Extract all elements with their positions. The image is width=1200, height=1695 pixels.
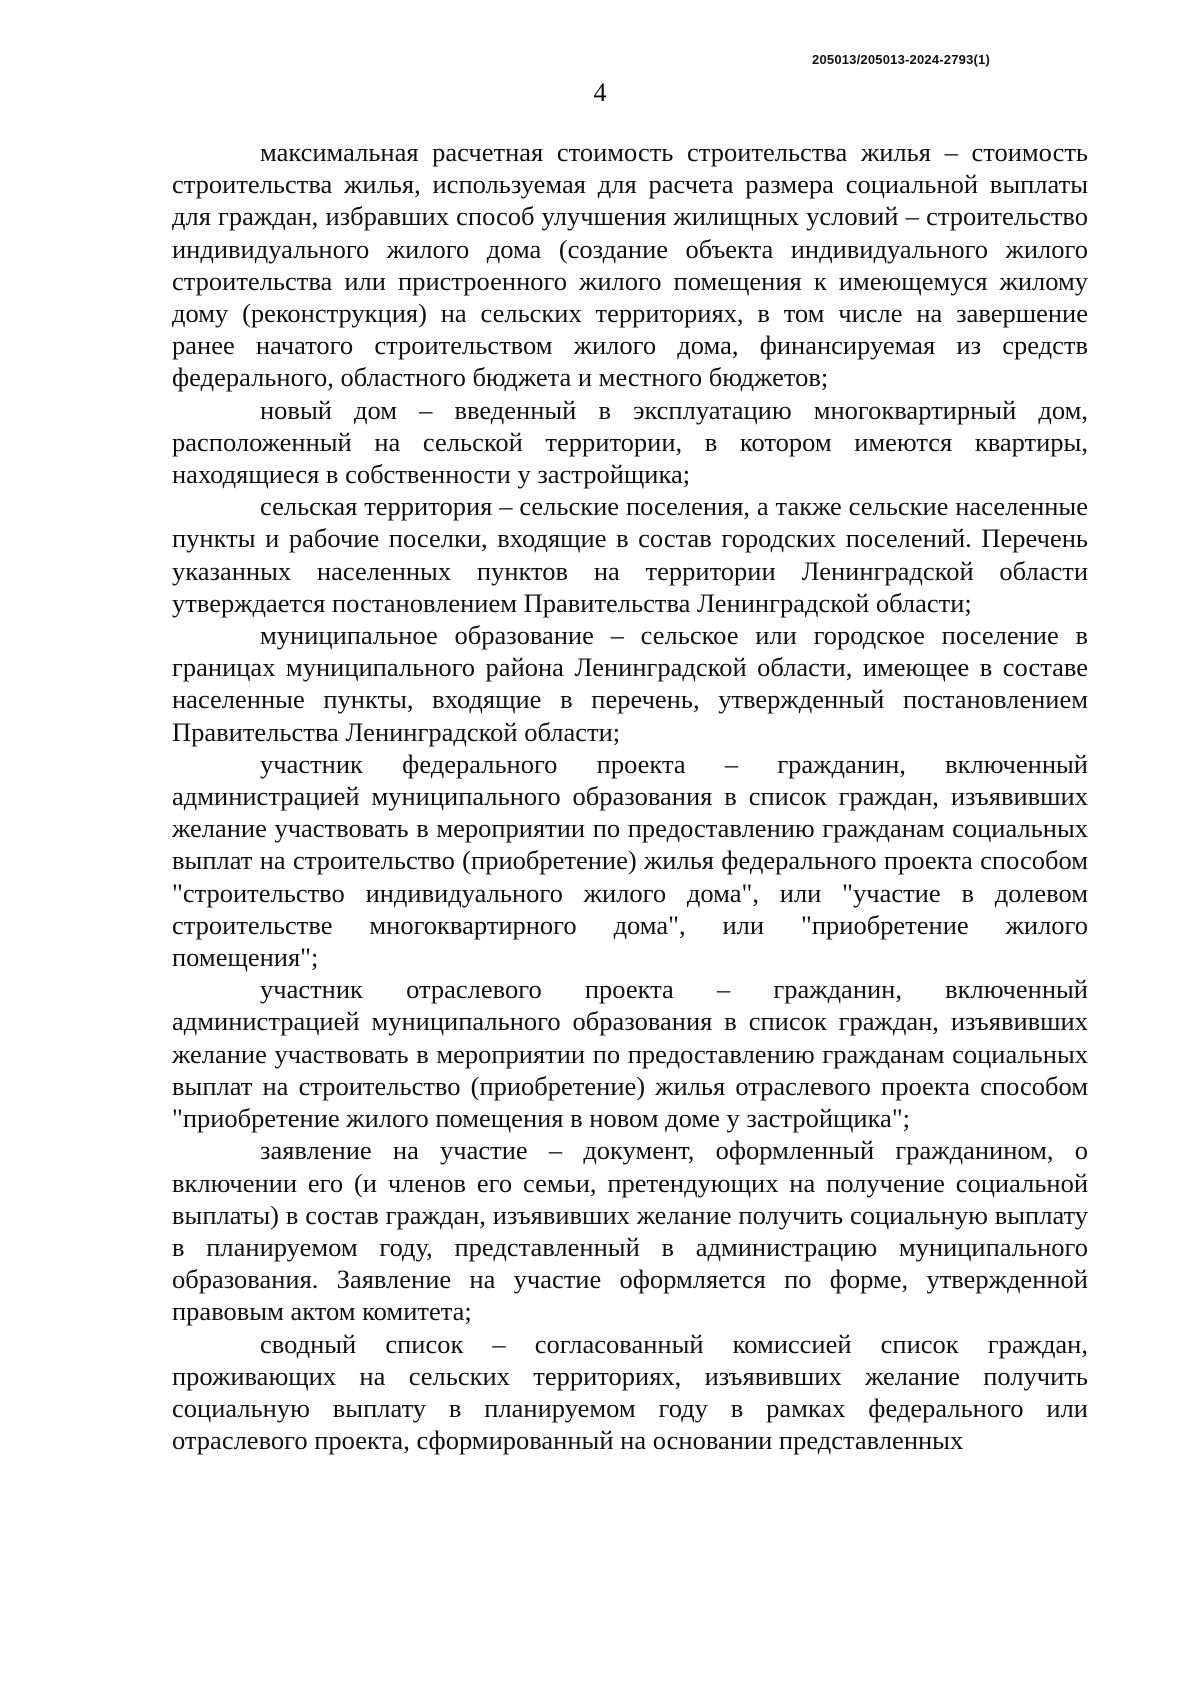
paragraph-consolidated-list: сводный список – согласованный комиссией список граждан, проживающих на сельских территориях, изъявивших желание получить социальную выплату в планируемом году в рамках федерального или отраслевого проекта, сформированный на основании представленных xyxy=(172,1328,1088,1456)
paragraph-sectoral-participant: участник отраслевого проекта – гражданин, включенный администрацией муниципального образования в список граждан, изъявивших желание участвовать в мероприятии по предоставлению гражданам социальных выплат на строительство (приобретение) жилья отраслевого проекта способом "приобретение жилого помещения в новом доме у застройщика"; xyxy=(172,974,1088,1134)
paragraph-municipality: муниципальное образование – сельское или городское поселение в границах муниципального района Ленинградской области, имеющее в составе населенные пункты, входящие в перечень, утвержденный постановлением Правительства Ленинградской области; xyxy=(172,620,1088,747)
paragraph-application: заявление на участие – документ, оформленный гражданином, о включении его (и членов его семьи, претендующих на получение социальной выплаты) в состав граждан, изъявивших желание получить социальную выплату в планируемом году, представленный в администрацию муниципального образования. Заявление на участие оформляется по форме, утвержденной правовым актом комитета; xyxy=(172,1135,1088,1327)
paragraph-max-cost: максимальная расчетная стоимость строительства жилья – стоимость строительства жилья, используемая для расчета размера социальной выплаты для граждан, избравших способ улучшения жилищных условий – строительство индивидуального жилого дома (создание объекта индивидуального жилого строительства или пристроенного жилого помещения к имеющемуся жилому дому (реконструкция) на сельских территориях, в том числе на завершение ранее начатого строительством жилого дома, финансируемая из средств федерального, областного бюджета и местного бюджетов; xyxy=(172,137,1088,393)
document-id: 205013/205013-2024-2793(1) xyxy=(812,52,990,67)
paragraph-federal-participant: участник федерального проекта – гражданин, включенный администрацией муниципального образования в список граждан, изъявивших желание участвовать в мероприятии по предоставлению гражданам социальных выплат на строительство (приобретение) жилья федерального проекта способом "строительство индивидуального жилого дома", или "участие в долевом строительстве многоквартирного дома", или "приобретение жилого помещения"; xyxy=(172,748,1088,973)
document-body xyxy=(172,136,1088,1456)
paragraph-rural-territory: сельская территория – сельские поселения, а также сельские населенные пункты и рабочие поселки, входящие в состав городских поселений. Перечень указанных населенных пунктов на территории Ленинградской области утверждается постановлением Правительства Ленинградской области; xyxy=(172,491,1088,618)
paragraph-new-house: новый дом – введенный в эксплуатацию многоквартирный дом, расположенный на сельской территории, в котором имеются квартиры, находящиеся в собственности у застройщика; xyxy=(172,394,1088,490)
page-number: 4 xyxy=(593,78,607,107)
